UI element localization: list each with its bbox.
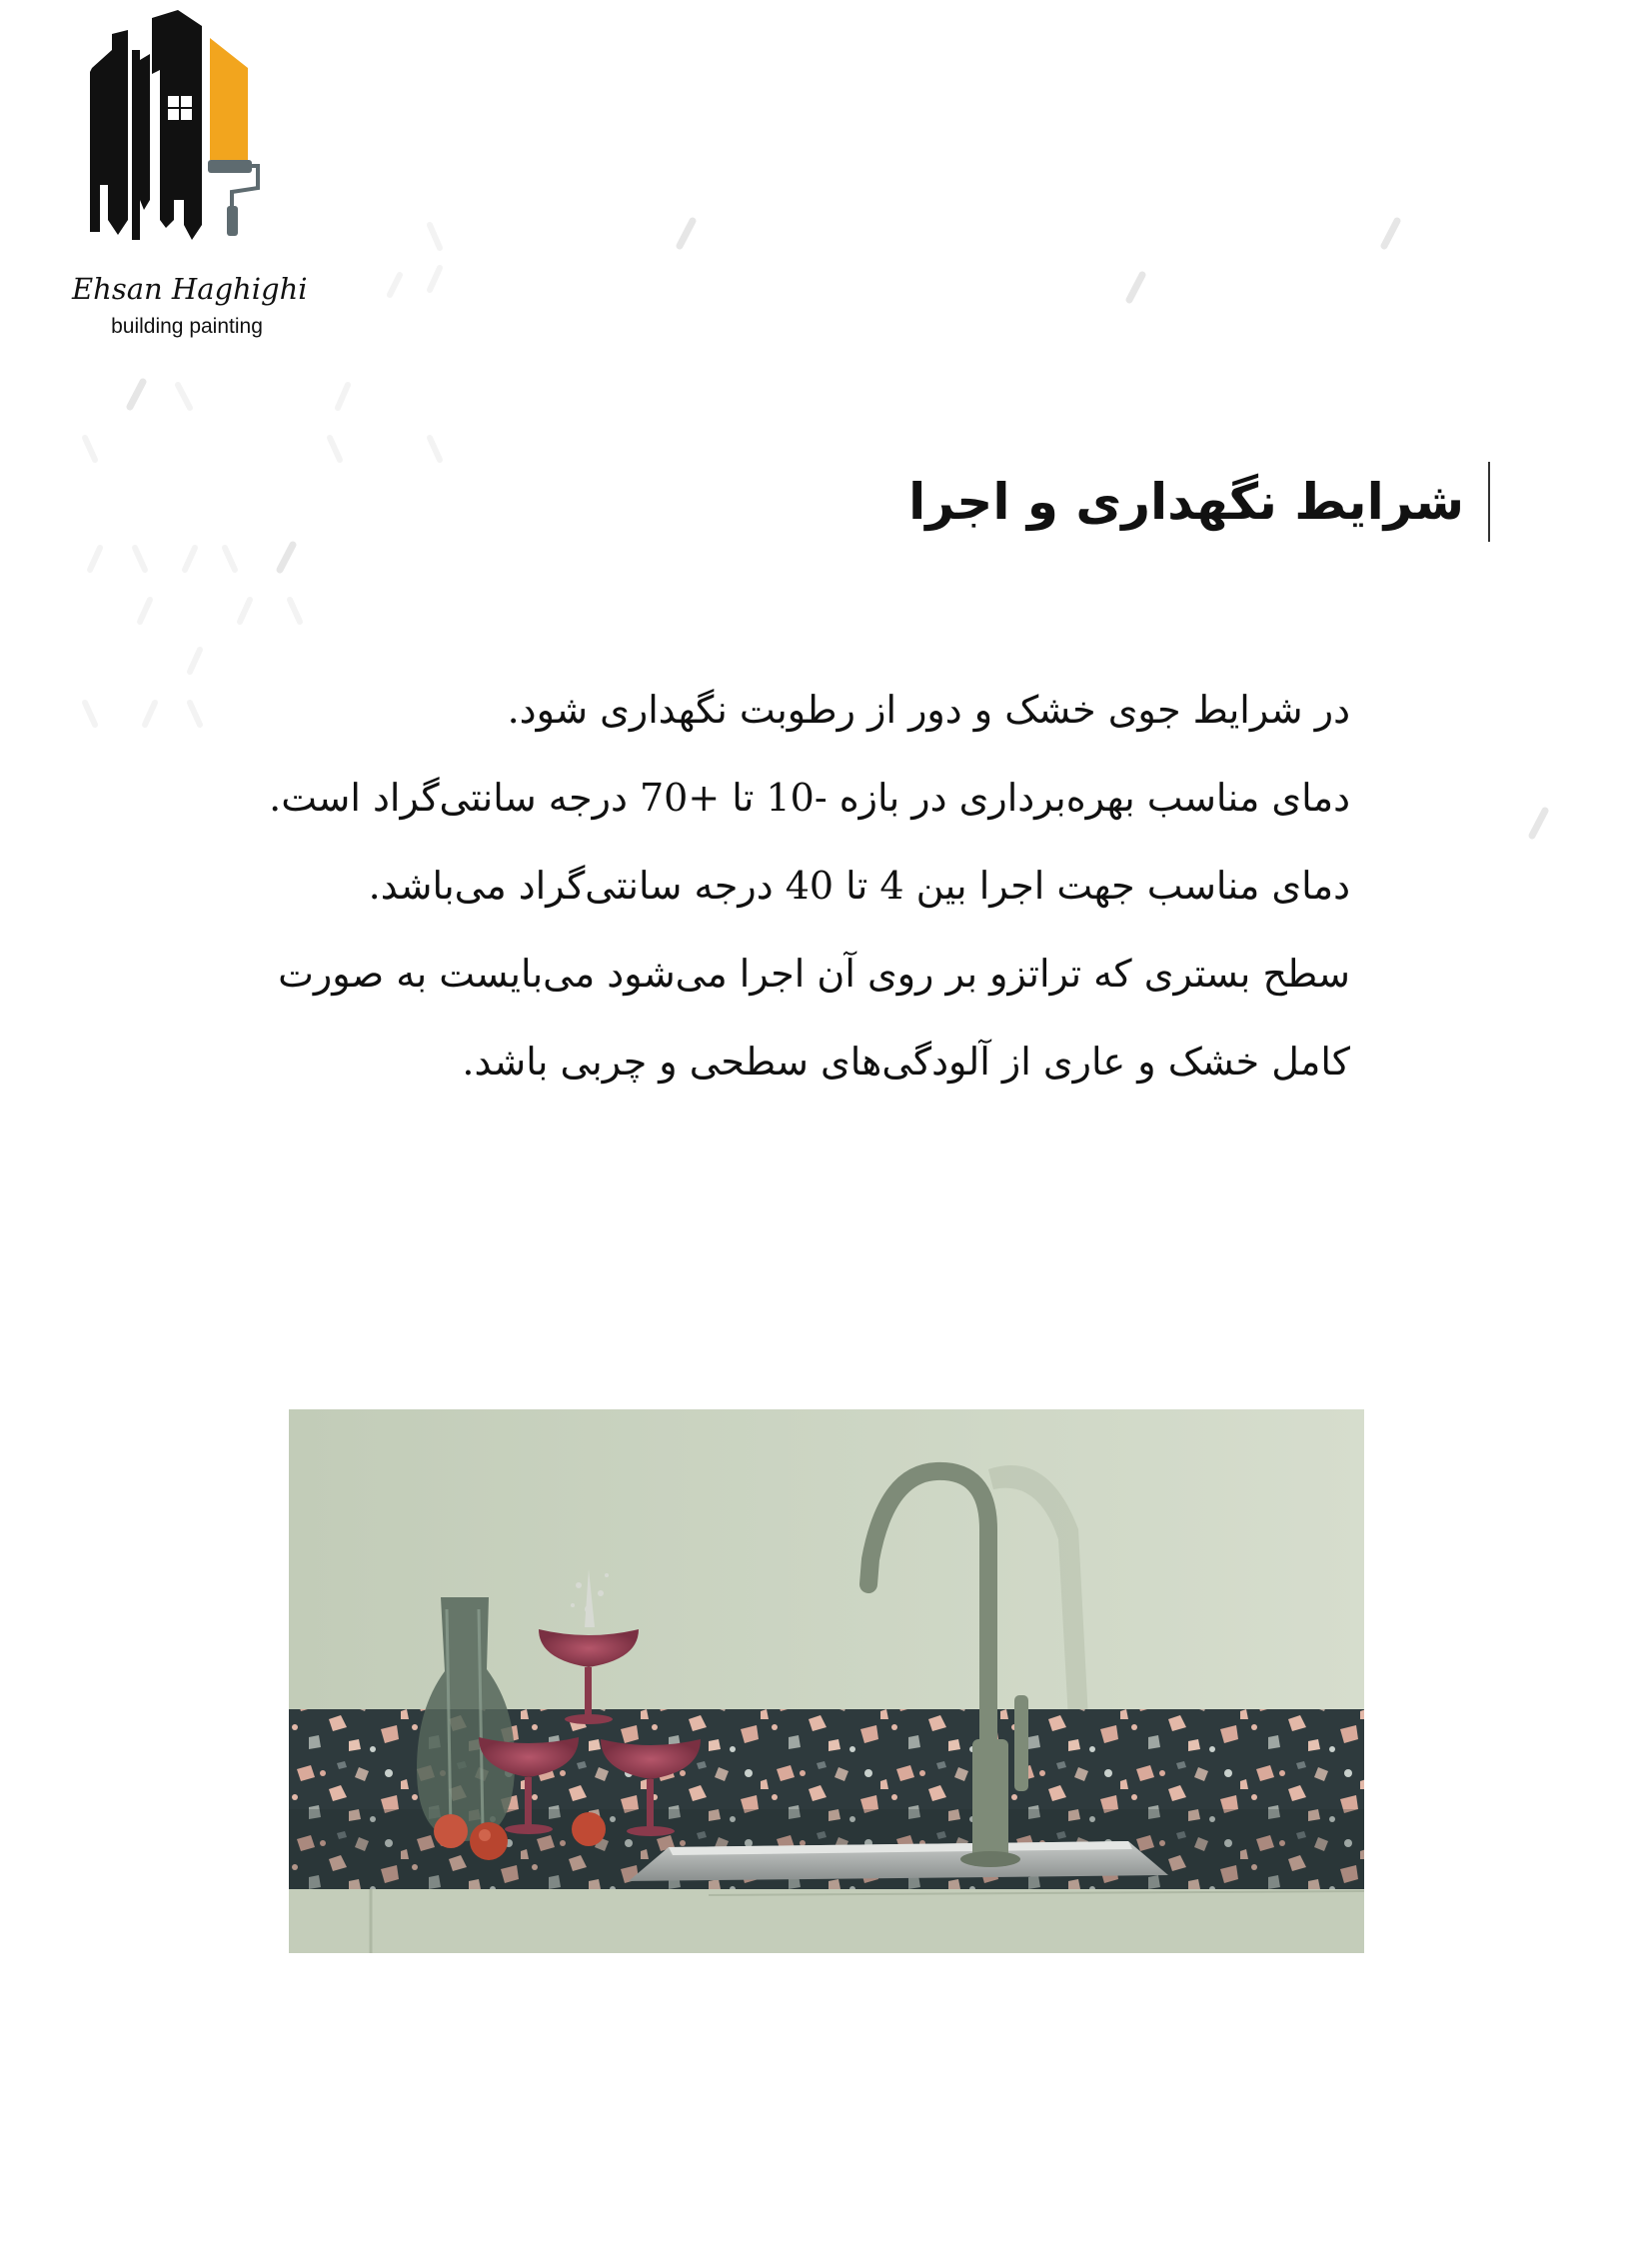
section-heading: شرایط نگهداری و اجرا — [908, 473, 1464, 531]
body-line-operating-temp: دمای مناسب بهره‌برداری در بازه -10 تا +70 درجه سانتی‌گراد است. — [269, 776, 1350, 820]
body-line-install-temp: دمای مناسب جهت اجرا بین 4 تا 40 درجه سانتی‌گراد می‌باشد. — [368, 864, 1350, 908]
section-body — [251, 666, 1350, 1106]
kitchen-photo — [289, 1409, 1364, 1953]
body-line-substrate-cont: کامل خشک و عاری از آلودگی‌های سطحی و چربی باشد. — [462, 1040, 1350, 1084]
paint-roller-icon — [208, 160, 258, 236]
body-line-storage: در شرایط جوی خشک و دور از رطوبت نگهداری شود. — [507, 688, 1350, 732]
building-silhouette-icon — [60, 10, 300, 270]
logo-tagline: building painting — [111, 315, 263, 338]
section-heading-block — [908, 462, 1490, 542]
body-line-substrate: سطح بستری که تراتزو بر روی آن اجرا می‌شود می‌بایست به صورت — [278, 952, 1350, 996]
logo-script-name: Ehsan Haghighi — [72, 272, 308, 306]
company-logo — [60, 10, 308, 350]
